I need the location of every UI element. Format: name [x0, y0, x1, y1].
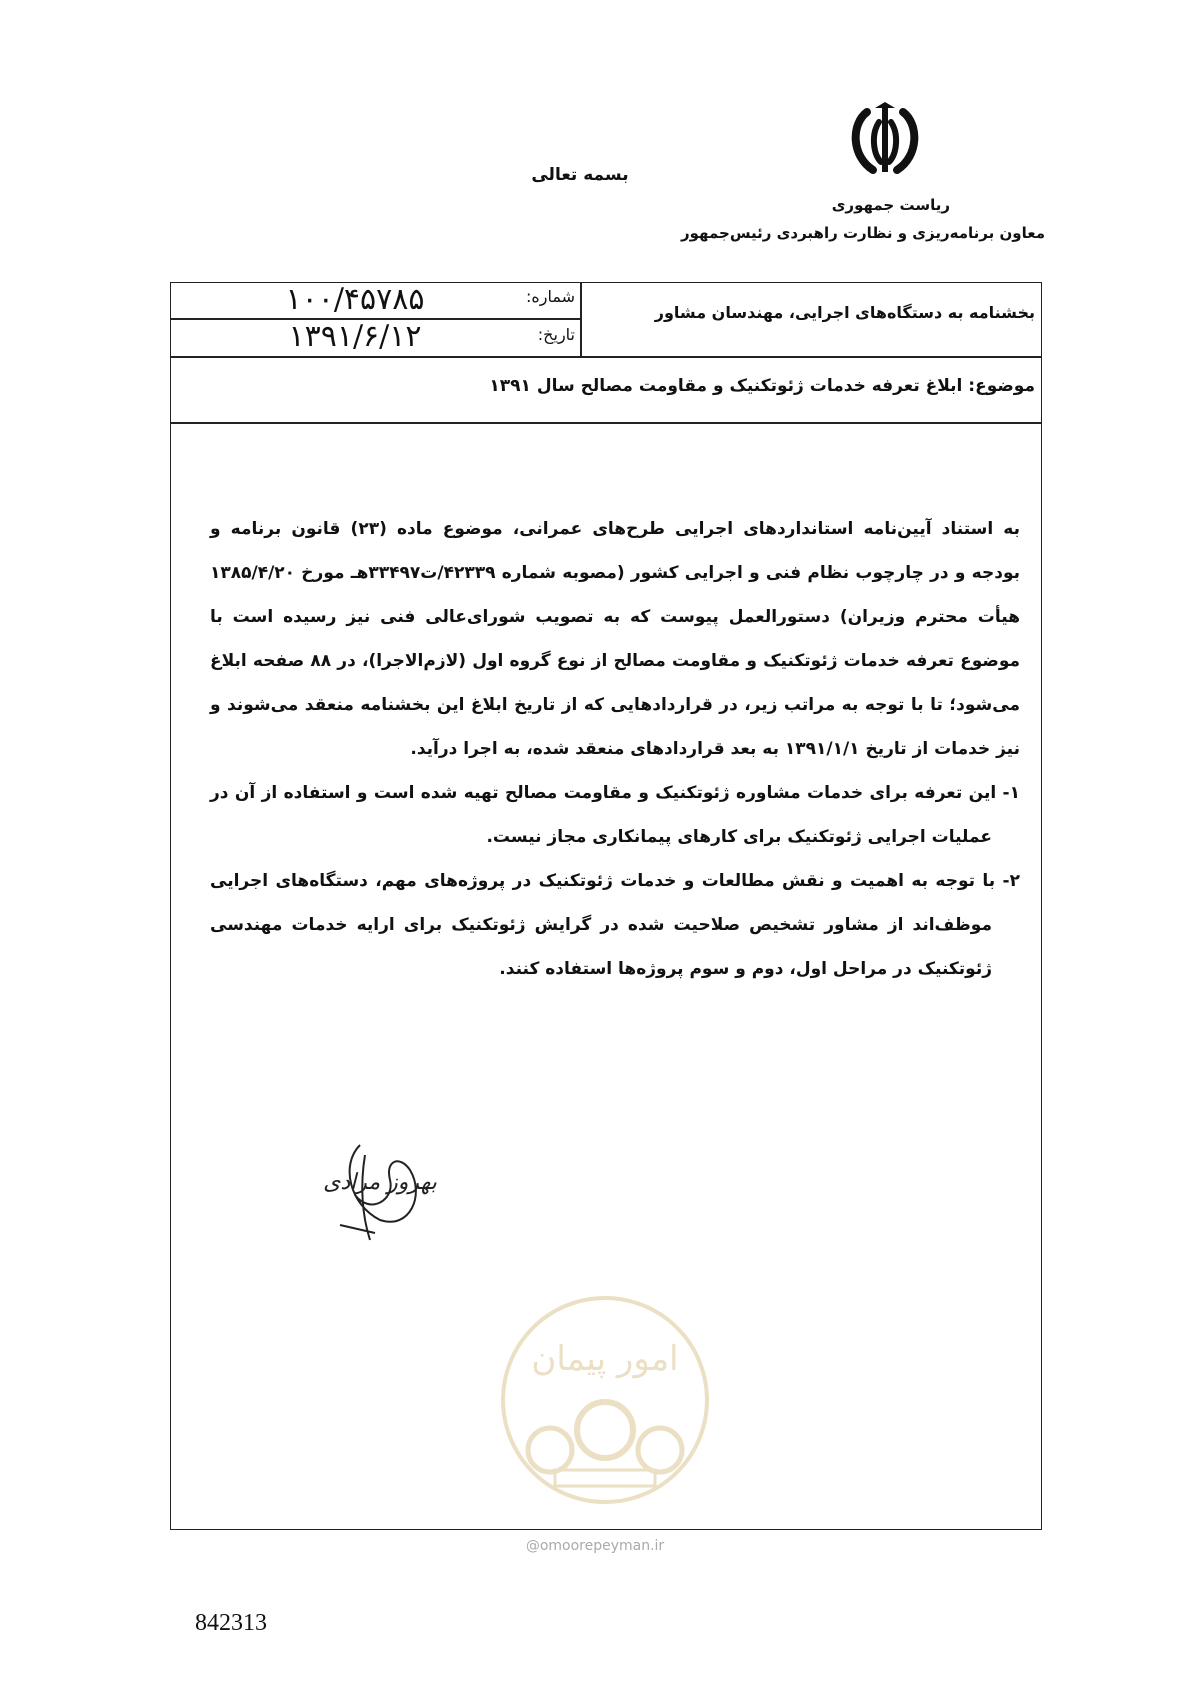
number-value: ۱۰۰/۴۵۷۸۵	[285, 282, 425, 317]
org-deputy: معاون برنامه‌ریزی و نظارت راهبردی رئیس‌جمهور	[681, 224, 1045, 242]
org-presidency: ریاست جمهوری	[831, 196, 950, 214]
besmeh-taala: بسمه تعالی	[531, 165, 629, 185]
subject-line: موضوع: ابلاغ تعرفه خدمات ژئوتکنیک و مقاومت مصالح سال ۱۳۹۱	[489, 376, 1035, 396]
header-divider-vertical	[580, 282, 582, 356]
letter-body	[210, 507, 1020, 991]
body-item-1: ۱- این تعرفه برای خدمات مشاوره ژئوتکنیک و مقاومت مصالح تهیه شده است و استفاده از آن در عملیات اجرایی ژئوتکنیک برای کارهای پیمانکاری مجاز نیست.	[210, 783, 1020, 847]
date-label: تاریخ:	[537, 325, 575, 344]
date-value: ۱۳۹۱/۶/۱۲	[288, 319, 422, 354]
addressee: بخشنامه به دستگاه‌های اجرایی، مهندسان مشاور	[654, 303, 1035, 322]
watermark-logo-text: امور پیمان	[531, 1339, 679, 1379]
omoor-peyman-watermark-logo	[495, 1290, 715, 1510]
number-label: شماره:	[525, 287, 575, 306]
body-item-2: ۲- با توجه به اهمیت و نقش مطالعات و خدمات ژئوتکنیک در پروژه‌های مهم، دستگاه‌های اجرایی موظف‌اند از مشاور تشخیص صلاحیت شده در گرایش ژئوتکنیک برای ارایه خدمات مهندسی ژئوتکنیک در مراحل اول، دوم و سوم پروژه‌ها استفاده کنند.	[210, 871, 1020, 979]
page-code: 842313	[195, 1610, 267, 1636]
watermark-url: @omoorepeyman.ir	[525, 1538, 665, 1554]
signatory-name: بهروز مرادی	[323, 1170, 437, 1195]
iran-emblem-icon	[845, 100, 925, 185]
body-intro: به استناد آیین‌نامه استانداردهای اجرایی طرح‌های عمرانی، موضوع ماده (۲۳) قانون برنامه و بودجه و در چارچوب نظام فنی و اجرایی کشور (مصوبه شماره ۴۲۳۳۹/ت۳۳۴۹۷هـ مورخ ۱۳۸۵/۴/۲۰ هیأت محترم وزیران) دستورالعمل پیوست که به تصویب شورای‌عالی فنی نیز رسیده است با موضوع تعرفه خدمات ژئوتکنیک و مقاومت مصالح از نوع گروه اول (لازم‌الاجرا)، در ۸۸ صفحه ابلاغ می‌شود؛ تا با توجه به مراتب زیر، در قراردادهایی که از تاریخ ابلاغ این بخشنامه منعقد می‌شوند و نیز خدمات از تاریخ ۱۳۹۱/۱/۱ به بعد قراردادهای منعقد شده، به اجرا درآید.	[210, 519, 1021, 759]
header-divider-subject	[170, 356, 1042, 358]
header-divider-body	[170, 422, 1042, 424]
